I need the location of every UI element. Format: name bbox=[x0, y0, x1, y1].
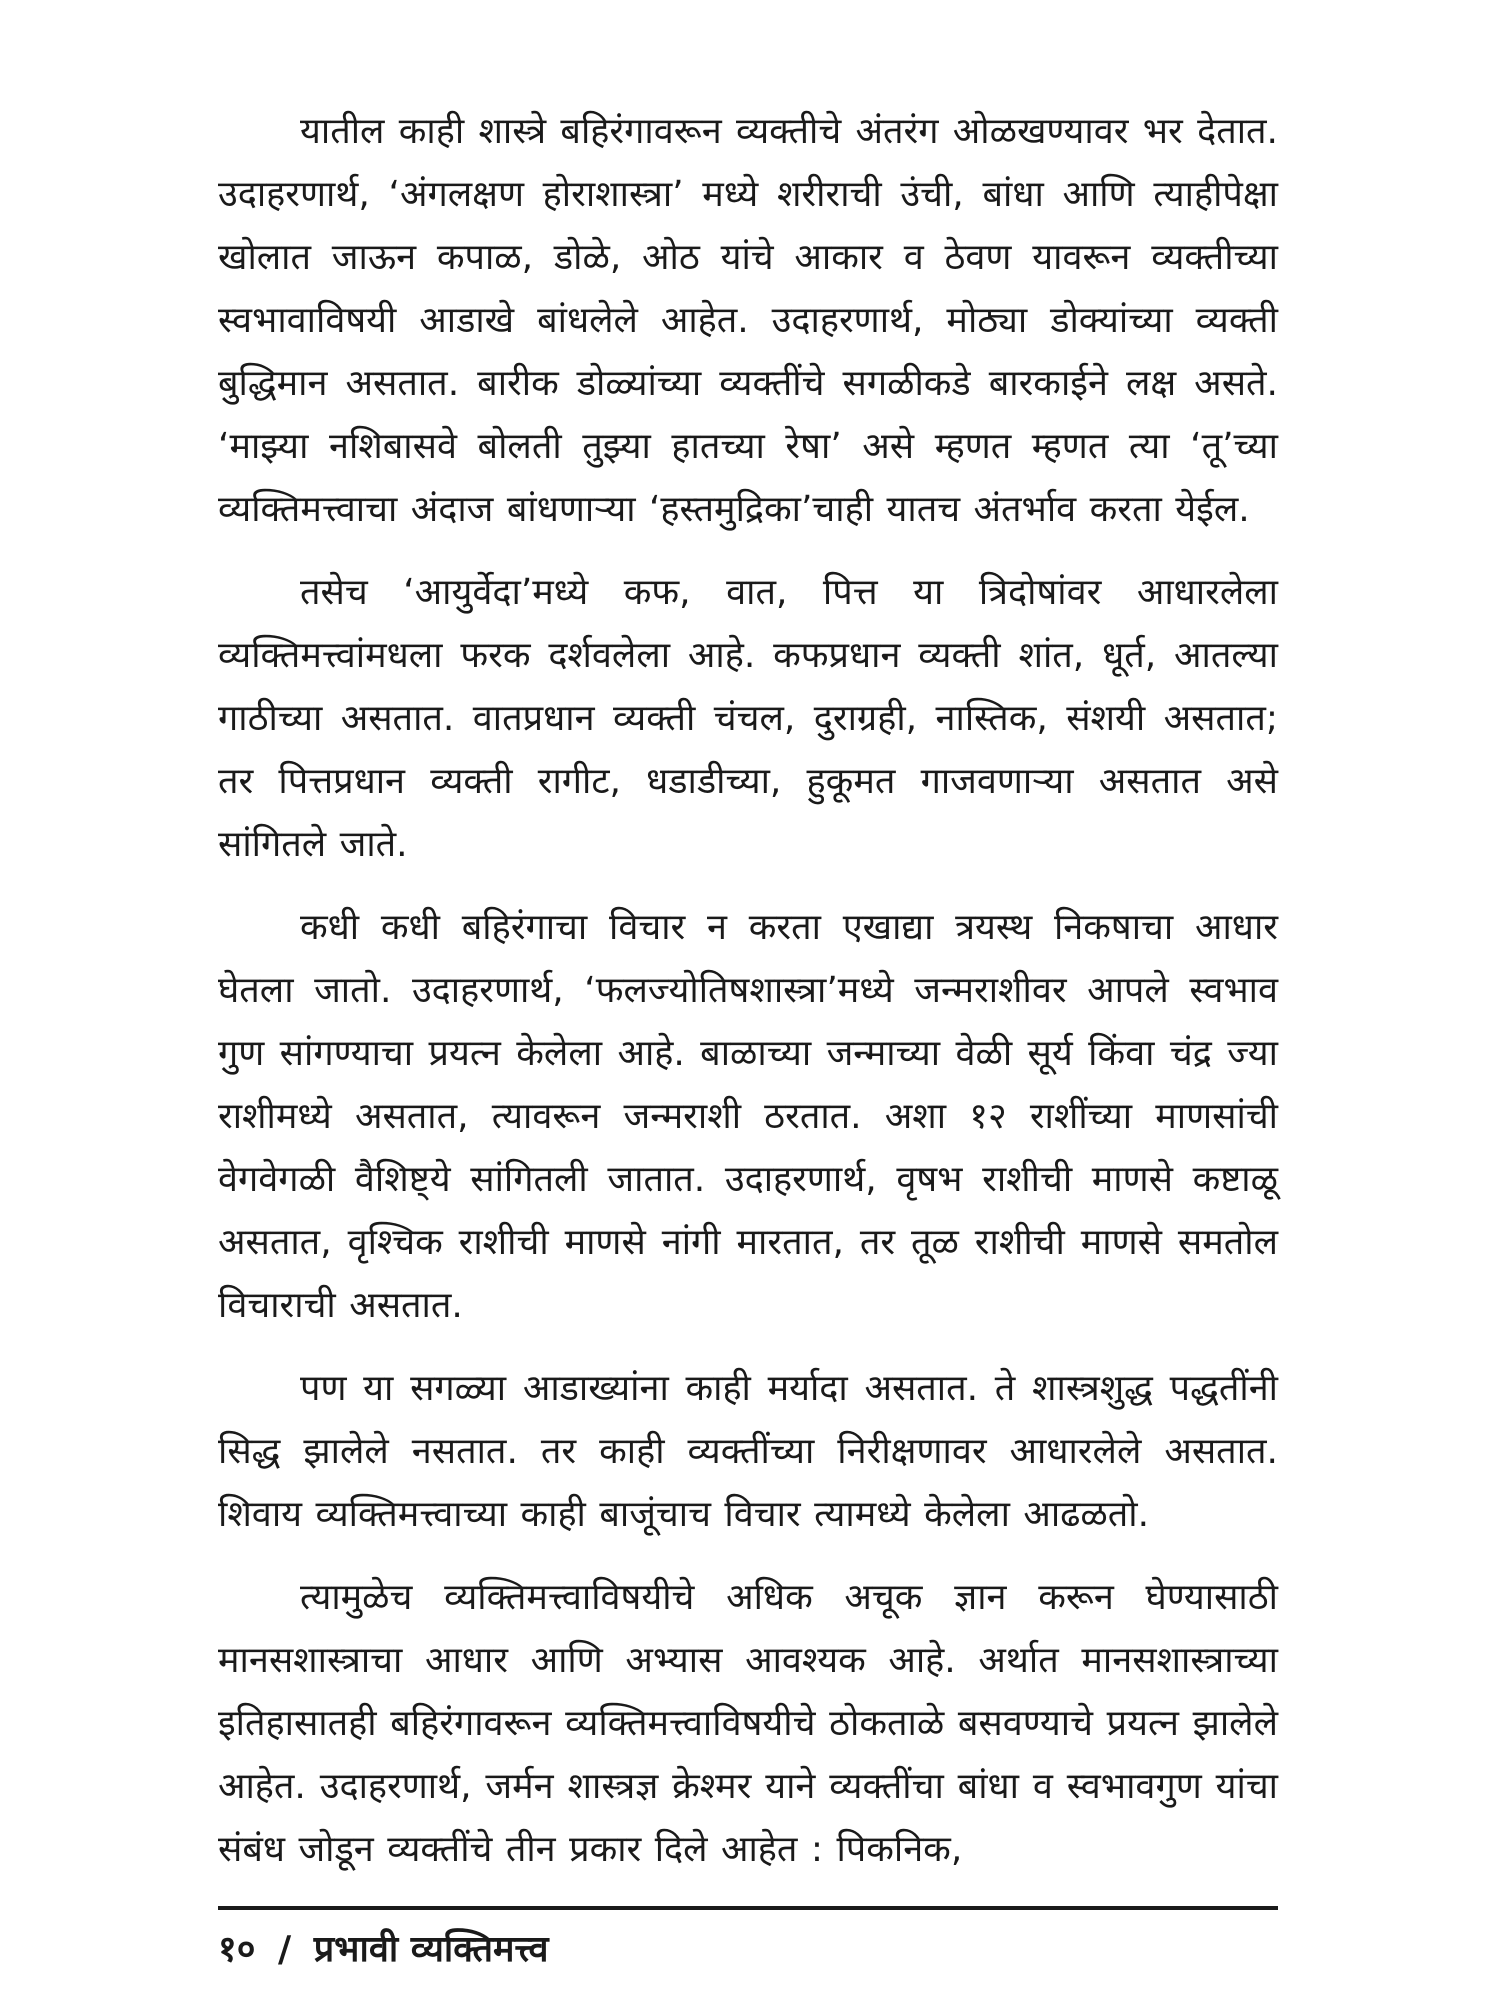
paragraph-1: यातील काही शास्त्रे बहिरंगावरून व्यक्तीचे अंतरंग ओळखण्यावर भर देतात. उदाहरणार्थ, ‘अंगलक्षण होराशास्त्रा’ मध्ये शरीराची उंची, बांधा आणि त्याहीपेक्षा खोलात जाऊन कपाळ, डोळे, ओठ यांचे आकार व ठेवण यावरून व्यक्तीच्या स्वभावाविषयी आडाखे बांधलेले आहेत. उदाहरणार्थ, मोठ्या डोक्यांच्या व्यक्ती बुद्धिमान असतात. बारीक डोळ्यांच्या व्यक्तींचे सगळीकडे बारकाईने लक्ष असते. ‘माझ्या नशिबासवे बोलती तुझ्या हातच्या रेषा’ असे म्हणत म्हणत त्या ‘तू’च्या व्यक्तिमत्त्वाचा अंदाज बांधणाऱ्या ‘हस्तमुद्रिका’चाही यातच अंतर्भाव करता येईल. bbox=[218, 111, 1278, 530]
book-title: प्रभावी व्यक्तिमत्त्व bbox=[313, 1929, 549, 1970]
footer-divider bbox=[218, 1906, 1278, 1910]
page-footer bbox=[218, 1925, 558, 1975]
paragraph-3: कधी कधी बहिरंगाचा विचार न करता एखाद्या त्रयस्थ निकषाचा आधार घेतला जातो. उदाहरणार्थ, ‘फलज्योतिषशास्त्रा’मध्ये जन्मराशीवर आपले स्वभाव गुण सांगण्याचा प्रयत्न केलेला आहे. बाळाच्या जन्माच्या वेळी सूर्य किंवा चंद्र ज्या राशीमध्ये असतात, त्यावरून जन्मराशी ठरतात. अशा १२ राशींच्या माणसांची वेगवेगळी वैशिष्ट्ये सांगितली जातात. उदाहरणार्थ, वृषभ राशीची माणसे कष्टाळू असतात, वृश्चिक राशीची माणसे नांगी मारतात, तर तूळ राशीची माणसे समतोल विचाराची असतात. bbox=[218, 907, 1278, 1326]
footer-separator: / bbox=[278, 1929, 292, 1970]
paragraph-4: पण या सगळ्या आडाख्यांना काही मर्यादा असतात. ते शास्त्रशुद्ध पद्धतींनी सिद्ध झालेले नसतात. तर काही व्यक्तींच्या निरीक्षणावर आधारलेले असतात. शिवाय व्यक्तिमत्त्वाच्या काही बाजूंचाच विचार त्यामध्ये केलेला आढळतो. bbox=[218, 1368, 1278, 1535]
body-text bbox=[218, 100, 1278, 1901]
page-number: १० bbox=[218, 1929, 256, 1970]
paragraph-5: त्यामुळेच व्यक्तिमत्त्वाविषयीचे अधिक अचूक ज्ञान करून घेण्यासाठी मानसशास्त्राचा आधार आणि अभ्यास आवश्यक आहे. अर्थात मानसशास्त्राच्या इतिहासातही बहिरंगावरून व्यक्तिमत्त्वाविषयीचे ठोकताळे बसवण्याचे प्रयत्न झालेले आहेत. उदाहरणार्थ, जर्मन शास्त्रज्ञ क्रेश्मर याने व्यक्तींचा बांधा व स्वभावगुण यांचा संबंध जोडून व्यक्तींचे तीन प्रकार दिले आहेत : पिकनिक, bbox=[218, 1577, 1278, 1870]
paragraph-2: तसेच ‘आयुर्वेदा’मध्ये कफ, वात, पित्त या त्रिदोषांवर आधारलेला व्यक्तिमत्त्वांमधला फरक दर्शवलेला आहे. कफप्रधान व्यक्ती शांत, धूर्त, आतल्या गाठीच्या असतात. वातप्रधान व्यक्ती चंचल, दुराग्रही, नास्तिक, संशयी असतात; तर पित्तप्रधान व्यक्ती रागीट, धडाडीच्या, हुकूमत गाजवणाऱ्या असतात असे सांगितले जाते. bbox=[218, 572, 1278, 865]
